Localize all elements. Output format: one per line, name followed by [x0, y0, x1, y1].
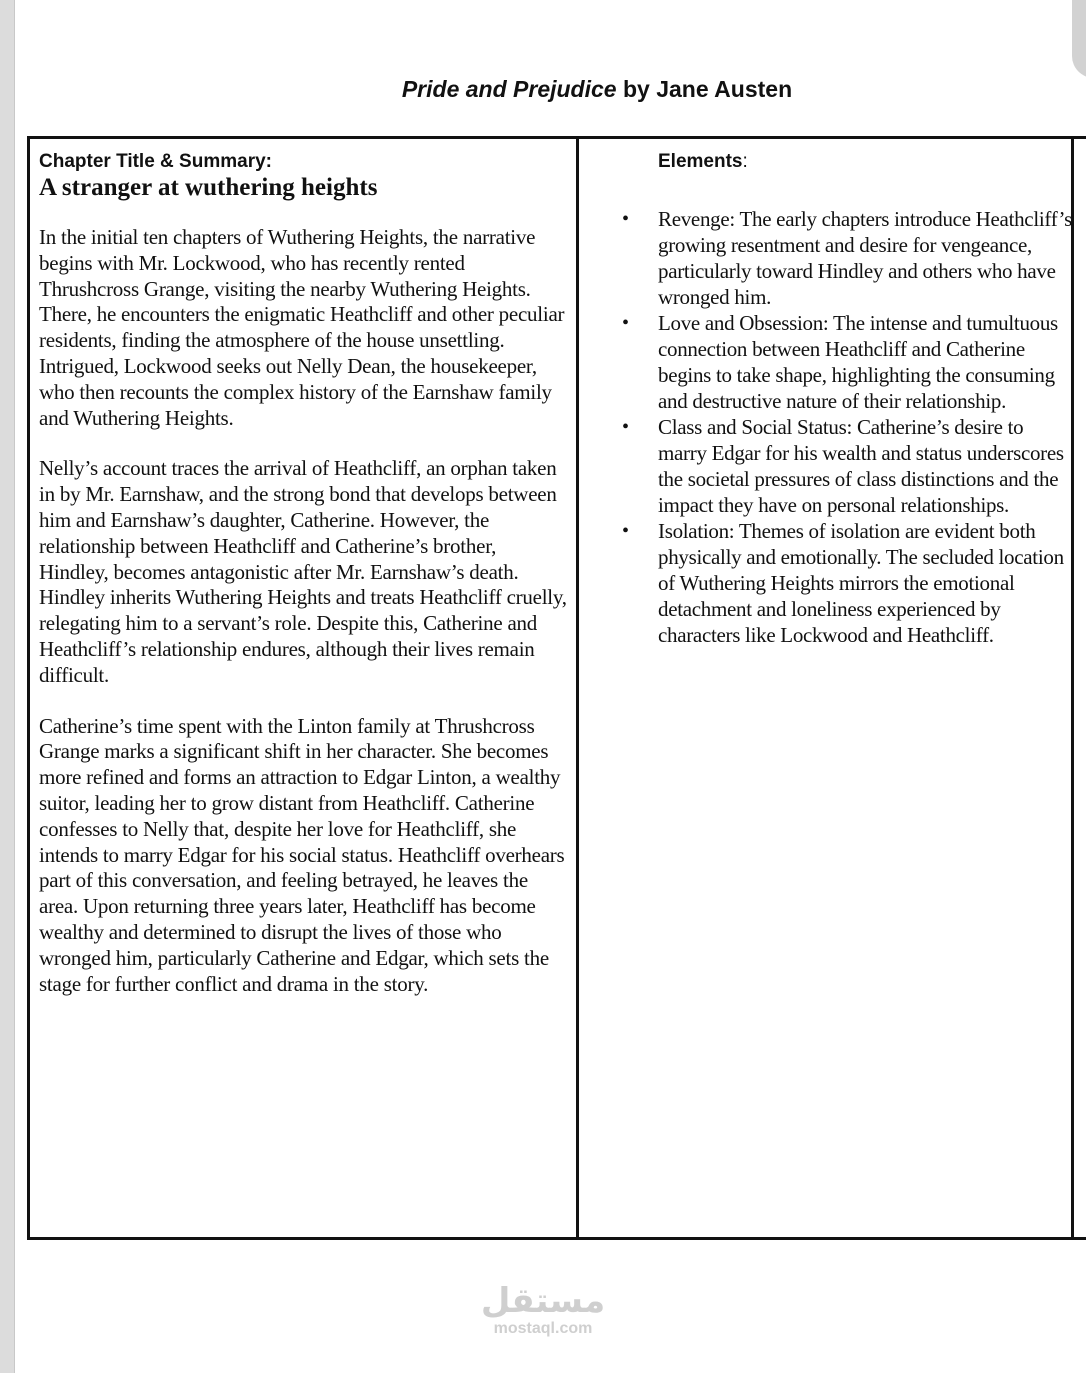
list-item: [620, 206, 1072, 310]
summary-paragraph: Catherine’s time spent with the Linton family at Thrushcross Grange marks a significant shift in her character. She becomes more refined and forms an attraction to Edgar Linton, a wealthy suitor, leading her to grow distant from Heathcliff. Catherine confesses to Nelly that, despite her love for Heathcliff, she intends to marry Edgar for his social status. Heathcliff overhears part of this conversation, and feeling betrayed, he leaves the area. Upon returning three years later, Heathcliff has become wealthy and determined to disrupt the lives of those who wronged him, particularly Catherine and Edgar, which sets the stage for further conflict and drama in the story.: [39, 713, 565, 996]
list-item: [620, 310, 1072, 414]
watermark-latin: mostaql.com: [493, 1320, 593, 1337]
element-text: Class and Social Status: Catherine’s desire to marry Edgar for his wealth and status underscores the societal pressures of class distinctions and the impact they have on personal relationships.: [658, 415, 1064, 517]
summary-label: Chapter Title & Summary:: [39, 151, 272, 172]
elements-label: [658, 150, 1072, 174]
book-title: Pride and Prejudice: [401, 76, 617, 102]
watermark-logo: [468, 1282, 618, 1338]
bullet-icon: •: [622, 416, 629, 438]
byline: by Jane Austen: [616, 76, 793, 102]
elements-label-text: Elements: [658, 151, 743, 172]
list-item: [620, 518, 1072, 648]
elements-list: [620, 206, 1072, 648]
element-text: Love and Obsession: The intense and tumultuous connection between Heathcliff and Catherine begins to take shape, highlighting the consuming and destructive nature of their relationship.: [658, 311, 1058, 413]
bullet-icon: •: [622, 208, 629, 230]
watermark-arabic: مستقل: [480, 1281, 606, 1321]
elements-cell: [620, 150, 1072, 648]
summary-paragraph: Nelly’s account traces the arrival of Heathcliff, an orphan taken in by Mr. Earnshaw, and the strong bond that develops between him and Earnshaw’s daughter, Catherine. However, the relationship between Heathcliff and Catherine’s brother, Hindley, becomes antagonistic after Mr. Earnshaw’s death. Hindley inherits Wuthering Heights and treats Heathcliff cruelly, relegating him to a servant’s role. Despite this, Catherine and Heathcliff’s relationship endures, although their lives remain difficult.: [39, 456, 567, 687]
summary-paragraph: In the initial ten chapters of Wuthering Heights, the narrative begins with Mr. Lockwood, who has recently rented Thrushcross Grange, visiting the nearby Wuthering Heights. There, he encounters the enigmatic Heathcliff and other peculiar residents, finding the atmosphere of the house unsettling. Intrigued, Lockwood seeks out Nelly Dean, the housekeeper, who then recounts the complex history of the Earnshaw family and Wuthering Heights.: [39, 225, 565, 430]
column-divider: [576, 136, 579, 1237]
element-text: Revenge: The early chapters introduce Heathcliff’s growing resentment and desire for vengeance, particularly toward Hindley and others who have wronged him.: [658, 207, 1072, 309]
summary-cell: [39, 150, 569, 997]
page-left-edge: [0, 0, 15, 1373]
elements-label-colon: :: [742, 151, 748, 172]
bullet-icon: •: [622, 312, 629, 334]
scrollbar-corner[interactable]: [1072, 0, 1086, 78]
chapter-title: A stranger at wuthering heights: [39, 174, 378, 201]
element-text: Isolation: Themes of isolation are evident both physically and emotionally. The secluded location of Wuthering Heights mirrors the emotional detachment and loneliness experienced by characters like Lockwood and Heathcliff.: [658, 519, 1064, 647]
list-item: [620, 414, 1072, 518]
bullet-icon: •: [622, 520, 629, 542]
document-title: [0, 76, 1086, 103]
